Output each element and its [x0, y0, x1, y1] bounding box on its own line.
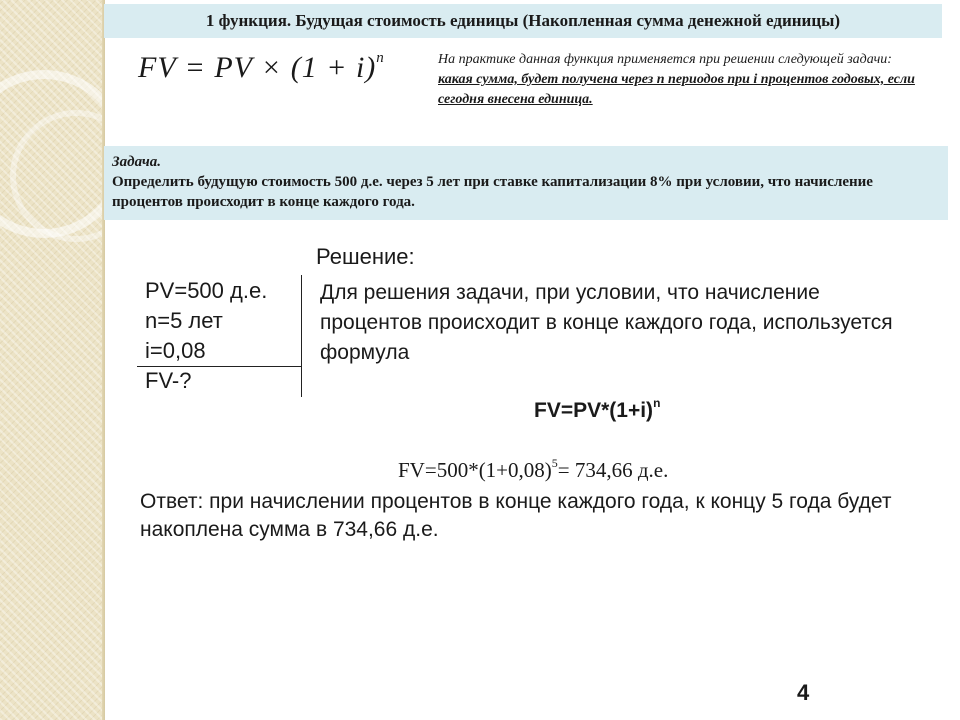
solution-formula-base: FV=PV*(1+i) — [534, 399, 654, 422]
solution-text: Для решения задачи, при условии, что начисление процентов происходит в конце каждого года, используется формула — [320, 281, 893, 364]
given-divider-vertical — [301, 275, 302, 397]
given-divider-horizontal — [137, 366, 302, 367]
task-label: Задача. — [112, 154, 161, 170]
main-formula-base: FV = PV × (1 + i) — [138, 51, 377, 84]
practice-emphasis: какая сумма, будет получена через n периодов при i процентов годовых, если сегодня внесена единица. — [438, 72, 915, 107]
slide-title — [104, 4, 942, 38]
main-formula — [138, 50, 385, 85]
sidebar-edge — [102, 0, 105, 720]
answer-text: Ответ: при начислении процентов в конце каждого года, к концу 5 года будет накоплена сумма в 734,66 д.е. — [140, 490, 892, 541]
given-pv: PV=500 д.е. — [145, 278, 268, 303]
solution-title: Решение: — [316, 244, 415, 269]
practice-note — [438, 50, 918, 110]
solution-formula — [534, 396, 660, 423]
page-number: 4 — [797, 680, 810, 705]
task-text: Определить будущую стоимость 500 д.е. через 5 лет при ставке капитализации 8% при условии, что начисление процентов происходит в конце каждого года. — [112, 174, 873, 210]
solution-formula-exponent: n — [653, 396, 661, 410]
given-values — [145, 276, 290, 396]
slide-title-text: 1 функция. Будущая стоимость единицы (Накопленная сумма денежной единицы) — [205, 11, 841, 30]
calc-result: = 734,66 д.е. — [557, 458, 669, 482]
task-box — [104, 146, 948, 220]
given-n: n=5 лет — [145, 308, 223, 333]
calc-exponent: 5 — [551, 456, 558, 470]
calc-base: FV=500*(1+0,08) — [398, 458, 552, 482]
decorative-sidebar — [0, 0, 105, 720]
solution-calculation — [398, 456, 668, 483]
main-formula-exponent: n — [376, 50, 385, 66]
given-i: i=0,08 — [145, 338, 206, 363]
practice-intro: На практике данная функция применяется при решении следующей задачи: — [438, 52, 892, 67]
given-fv: FV-? — [145, 368, 192, 393]
